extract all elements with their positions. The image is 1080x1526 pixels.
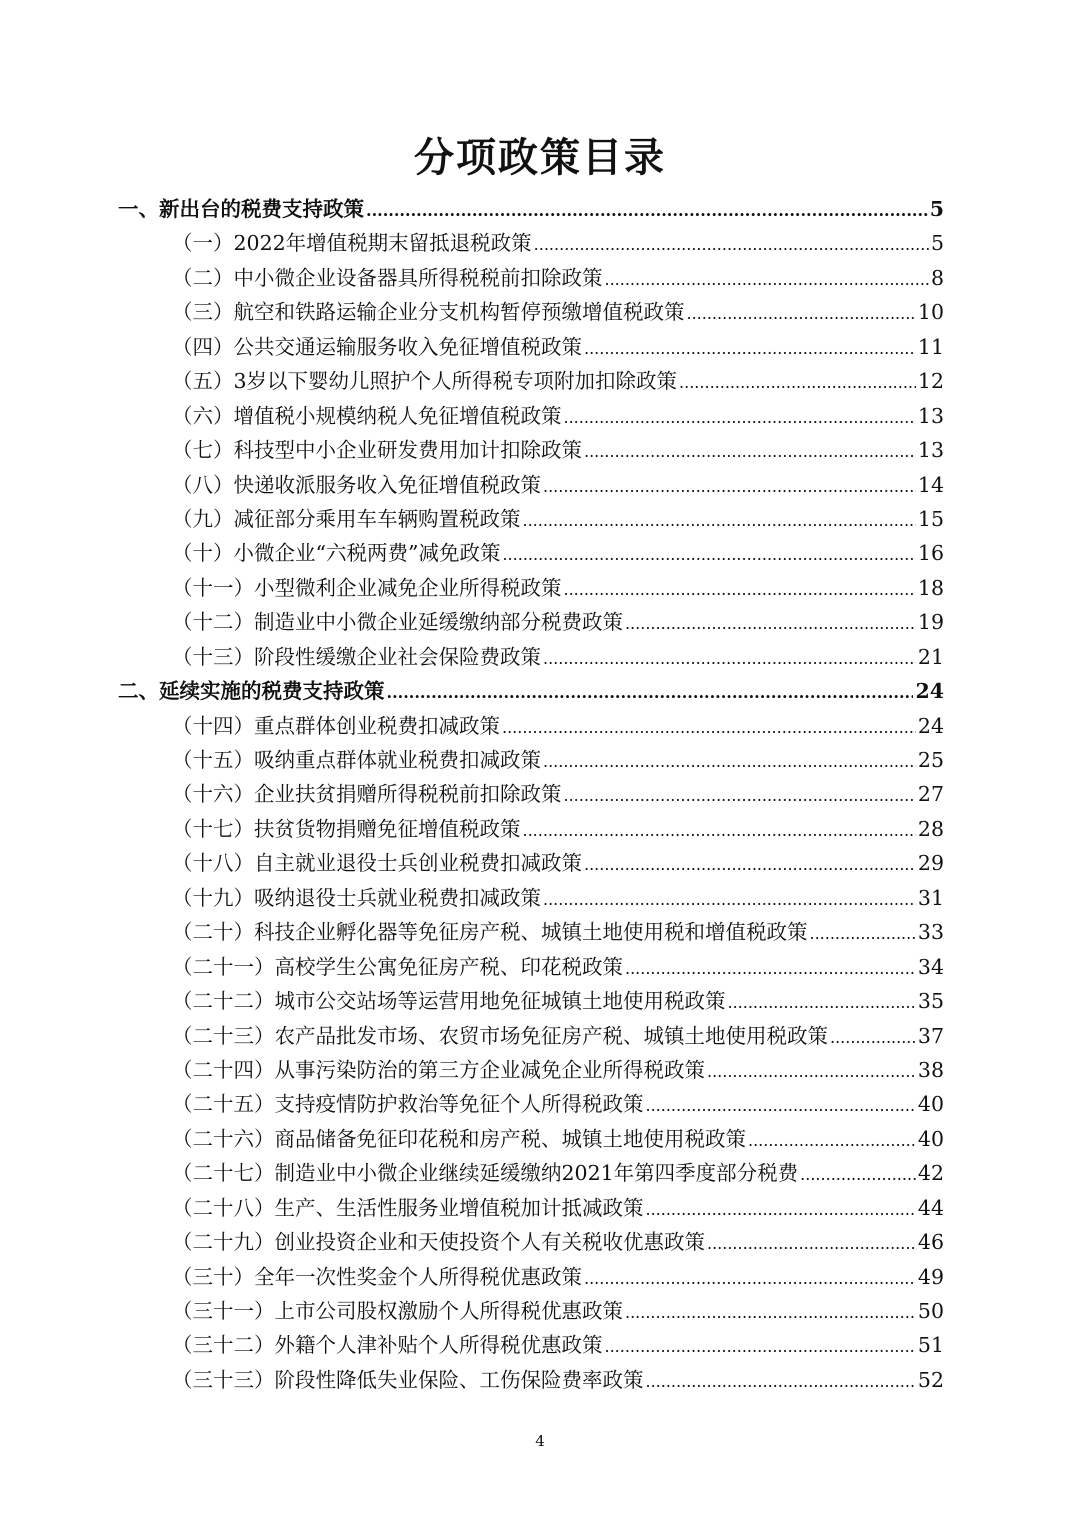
toc-entry[interactable] <box>118 1122 944 1156</box>
toc-entry[interactable] <box>118 777 944 811</box>
toc-entry[interactable] <box>118 1019 944 1053</box>
toc-page-number: 5 <box>929 197 944 221</box>
toc-entry[interactable] <box>118 1225 944 1259</box>
toc-entry-label: （二十六）商品储备免征印花税和房产税、城镇土地使用税政策 <box>172 1126 746 1151</box>
toc-page-number: 19 <box>917 610 944 635</box>
toc-entry-label: （六）增值税小规模纳税人免征增值税政策 <box>172 403 562 428</box>
toc-entry[interactable] <box>118 399 944 433</box>
toc-page-number: 24 <box>915 679 944 704</box>
toc-page-number: 29 <box>917 851 944 876</box>
toc-entry-label: （九）减征部分乘用车车辆购置税政策 <box>172 506 521 531</box>
toc-entry[interactable] <box>118 1053 944 1087</box>
toc-section-label: 二、延续实施的税费支持政策 <box>118 679 385 704</box>
dot-leader <box>625 950 916 986</box>
dot-leader <box>543 743 916 779</box>
toc-entry[interactable] <box>118 226 944 260</box>
dot-leader <box>625 1294 916 1330</box>
toc-page-number: 33 <box>917 920 944 945</box>
toc-page-number: 13 <box>917 438 944 463</box>
toc-page-number: 15 <box>917 506 944 531</box>
toc-entry[interactable] <box>118 1294 944 1328</box>
dot-leader <box>584 846 916 882</box>
toc-page-number: 46 <box>917 1230 944 1255</box>
toc-entry[interactable] <box>118 1191 944 1225</box>
toc-section-entry[interactable] <box>118 192 944 226</box>
dot-leader <box>687 295 916 331</box>
toc-entry-label: （三十三）阶段性降低失业保险、工伤保险费率政策 <box>172 1367 644 1392</box>
toc-entry-label: （二十）科技企业孵化器等免征房产税、城镇土地使用税和增值税政策 <box>172 920 808 945</box>
toc-page-number: 11 <box>917 334 944 359</box>
toc-page-number: 24 <box>917 713 944 738</box>
dot-leader <box>366 192 928 228</box>
toc-page-number: 31 <box>917 885 944 910</box>
toc-entry[interactable] <box>118 984 944 1018</box>
toc-entry[interactable] <box>118 1328 944 1362</box>
toc-page-number: 10 <box>917 300 944 325</box>
toc-page-number: 49 <box>917 1264 944 1289</box>
dot-leader <box>564 399 916 435</box>
toc-page-number: 50 <box>917 1299 944 1323</box>
toc-page-number: 28 <box>917 816 944 841</box>
toc-entry-label: （二十一）高校学生公寓免征房产税、印花税政策 <box>172 954 623 979</box>
toc-entry[interactable] <box>118 1260 944 1294</box>
toc-entry[interactable] <box>118 295 944 329</box>
toc-entry[interactable] <box>118 1363 944 1397</box>
toc-entry-label: （十九）吸纳退役士兵就业税费扣减政策 <box>172 885 541 910</box>
toc-page-number: 18 <box>917 575 944 600</box>
toc-entry[interactable] <box>118 502 944 536</box>
toc-entry-label: （二）中小微企业设备器具所得税税前扣除政策 <box>172 265 603 290</box>
dot-leader <box>584 433 916 469</box>
toc-page-number: 42 <box>917 1161 944 1186</box>
dot-leader <box>584 330 916 366</box>
toc-page-number: 38 <box>917 1057 944 1082</box>
dot-leader <box>679 364 916 400</box>
toc-page-number: 25 <box>917 748 944 772</box>
toc-entry-label: （二十八）生产、生活性服务业增值税加计抵减政策 <box>172 1195 644 1220</box>
toc-page-number: 12 <box>917 369 944 394</box>
toc-entry[interactable] <box>118 433 944 467</box>
toc-entry-label: （十三）阶段性缓缴企业社会保险费政策 <box>172 644 541 669</box>
toc-entry[interactable] <box>118 536 944 570</box>
toc-page-number: 35 <box>917 989 944 1014</box>
toc-page-number: 21 <box>917 644 944 669</box>
toc-entry-label: （十一）小型微利企业减免企业所得税政策 <box>172 575 562 600</box>
dot-leader <box>810 915 916 951</box>
toc-entry-label: （二十五）支持疫情防护救治等免征个人所得税政策 <box>172 1092 644 1117</box>
toc-page-number: 37 <box>917 1023 944 1048</box>
page-number: 4 <box>535 1432 545 1450</box>
toc-entry-label: （三十一）上市公司股权激励个人所得税优惠政策 <box>172 1299 623 1323</box>
dot-leader <box>646 1363 916 1399</box>
toc-entry[interactable] <box>118 812 944 846</box>
toc-entry-label: （十）小微企业“六税两费”减免政策 <box>172 541 501 566</box>
dot-leader <box>800 1156 916 1192</box>
toc-entry[interactable] <box>118 640 944 674</box>
toc-entry[interactable] <box>118 1156 944 1190</box>
dot-leader <box>605 261 929 297</box>
dot-leader <box>502 709 916 745</box>
toc-entry-label: （四）公共交通运输服务收入免征增值税政策 <box>172 334 582 359</box>
dot-leader <box>707 1053 916 1089</box>
dot-leader <box>543 640 916 676</box>
toc-page-number: 52 <box>917 1367 944 1392</box>
toc-page-number: 8 <box>930 265 944 290</box>
toc-entry-label: （二十三）农产品批发市场、农贸市场免征房产税、城镇土地使用税政策 <box>172 1023 828 1048</box>
toc-entry-label: （十六）企业扶贫捐赠所得税税前扣除政策 <box>172 782 562 807</box>
toc-entry[interactable] <box>118 846 944 880</box>
toc-entry[interactable] <box>118 364 944 398</box>
toc-entry-label: （三十）全年一次性奖金个人所得税优惠政策 <box>172 1264 582 1289</box>
toc-entry-label: （二十二）城市公交站场等运营用地免征城镇土地使用税政策 <box>172 989 726 1014</box>
toc-entry[interactable] <box>118 915 944 949</box>
toc-page-number: 44 <box>917 1195 944 1220</box>
toc-page-number: 40 <box>917 1092 944 1117</box>
toc-entry-label: （二十四）从事污染防治的第三方企业减免企业所得税政策 <box>172 1057 705 1082</box>
toc-page-number: 40 <box>917 1126 944 1151</box>
toc-entry-label: （二十九）创业投资企业和天使投资个人有关税收优惠政策 <box>172 1230 705 1255</box>
toc-page-number: 51 <box>917 1333 944 1358</box>
dot-leader <box>605 1328 916 1364</box>
toc-entry[interactable] <box>118 330 944 364</box>
dot-leader <box>646 1087 916 1123</box>
dot-leader <box>543 881 916 917</box>
toc-entry[interactable] <box>118 261 944 295</box>
toc-entry-label: （七）科技型中小企业研发费用加计扣除政策 <box>172 438 582 463</box>
dot-leader <box>564 571 916 607</box>
toc-entry[interactable] <box>118 743 944 777</box>
toc-page-number: 27 <box>917 782 944 807</box>
toc-entry-label: （十七）扶贫货物捐赠免征增值税政策 <box>172 816 521 841</box>
dot-leader <box>584 1260 916 1296</box>
toc-page-number: 34 <box>917 954 944 979</box>
toc-entry-label: （十二）制造业中小微企业延缓缴纳部分税费政策 <box>172 610 623 635</box>
toc-entry-label: （一）2022年增值税期末留抵退税政策 <box>172 231 532 256</box>
toc-entry[interactable] <box>118 468 944 502</box>
dot-leader <box>523 812 916 848</box>
toc-section-label: 一、新出台的税费支持政策 <box>118 197 364 221</box>
toc-entry[interactable] <box>118 881 944 915</box>
toc-page-number: 16 <box>917 541 944 566</box>
toc-entry-label: （十八）自主就业退役士兵创业税费扣减政策 <box>172 851 582 876</box>
dot-leader <box>625 605 916 641</box>
page-title: 分项政策目录 <box>414 134 666 181</box>
dot-leader <box>543 468 916 504</box>
toc-page-number: 5 <box>930 231 944 256</box>
toc-section-entry[interactable] <box>118 674 944 708</box>
dot-leader <box>387 674 914 710</box>
dot-leader <box>707 1225 916 1261</box>
toc-entry-label: （五）3岁以下婴幼儿照护个人所得税专项附加扣除政策 <box>172 369 678 394</box>
dot-leader <box>748 1122 916 1158</box>
toc-entry[interactable] <box>118 1087 944 1121</box>
toc-entry[interactable] <box>118 605 944 639</box>
dot-leader <box>646 1191 916 1227</box>
toc-entry-label: （八）快递收派服务收入免征增值税政策 <box>172 472 541 497</box>
dot-leader <box>830 1019 916 1055</box>
toc-entry-label: （十四）重点群体创业税费扣减政策 <box>172 713 500 738</box>
dot-leader <box>502 536 915 572</box>
toc-page-number: 14 <box>917 472 944 497</box>
toc-entry[interactable] <box>118 571 944 605</box>
toc-entry-label: （二十七）制造业中小微企业继续延缓缴纳2021年第四季度部分税费 <box>172 1161 799 1186</box>
toc-entry-label: （三）航空和铁路运输企业分支机构暂停预缴增值税政策 <box>172 300 685 325</box>
dot-leader <box>534 226 929 262</box>
dot-leader <box>523 502 916 538</box>
table-of-contents <box>118 192 944 1397</box>
toc-page-number: 13 <box>917 403 944 428</box>
dot-leader <box>564 777 916 813</box>
toc-entry-label: （十五）吸纳重点群体就业税费扣减政策 <box>172 748 541 772</box>
toc-entry[interactable] <box>118 950 944 984</box>
toc-entry-label: （三十二）外籍个人津补贴个人所得税优惠政策 <box>172 1333 603 1358</box>
dot-leader <box>728 984 916 1020</box>
toc-entry[interactable] <box>118 709 944 743</box>
